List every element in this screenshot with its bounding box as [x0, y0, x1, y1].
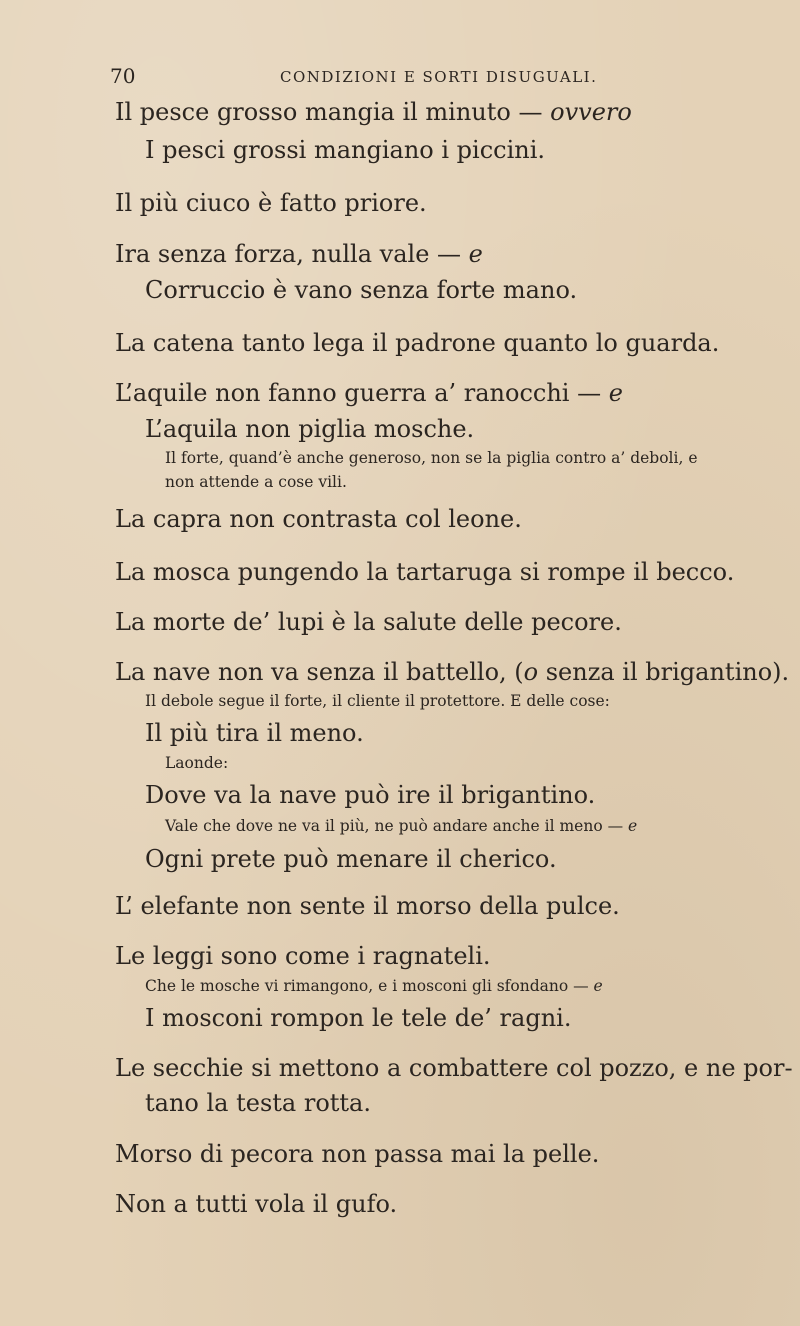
page-header: [110, 64, 710, 90]
proverb-line: [115, 188, 427, 218]
proverb-line: [115, 657, 789, 687]
proverb-variant-line: [145, 844, 557, 874]
text-segment: Il più ciuco è fatto priore.: [115, 189, 427, 217]
proverb-line: [115, 1189, 397, 1219]
text-segment: non attende a cose vili.: [165, 473, 347, 491]
text-segment: Corruccio è vano senza forte mano.: [145, 276, 578, 304]
text-segment: Che le mosche vi rimangono, e i mosconi gli sfondano —: [145, 977, 594, 995]
italic-text: e: [628, 817, 638, 835]
proverb-line: [115, 239, 483, 269]
proverb-line: [115, 891, 620, 921]
proverb-line: [115, 97, 632, 127]
text-segment: I mosconi rompon le tele de’ ragni.: [145, 1004, 572, 1032]
text-segment: L’aquile non fanno guerra a’ ranocchi —: [115, 379, 609, 407]
proverb-line: [115, 1053, 793, 1083]
text-segment: La morte de’ lupi è la salute delle pecore.: [115, 608, 622, 636]
text-segment: I pesci grossi mangiano i piccini.: [145, 136, 546, 164]
text-segment: Ogni prete può menare il cherico.: [145, 845, 557, 873]
text-segment: Vale che dove ne va il più, ne può andare anche il meno —: [165, 817, 629, 835]
proverb-variant-line: [145, 780, 595, 810]
proverb-variant-line: [145, 1003, 571, 1033]
text-segment: senza il brigantino).: [538, 658, 790, 686]
text-segment: La nave non va senza il battello, (: [115, 658, 524, 686]
text-segment: Le secchie si mettono a combattere col pozzo, e ne por-: [115, 1054, 793, 1082]
text-segment: La capra non contrasta col leone.: [115, 505, 522, 533]
text-segment: La catena tanto lega il padrone quanto lo guarda.: [115, 329, 720, 357]
text-segment: La mosca pungendo la tartaruga si rompe il becco.: [115, 558, 735, 586]
italic-text: e: [593, 977, 603, 995]
proverb-line: [115, 328, 719, 358]
commentary-line: [145, 975, 603, 997]
text-segment: Il debole segue il forte, il cliente il protettore. E delle cose:: [145, 692, 610, 710]
proverb-variant-line: [145, 414, 474, 444]
text-segment: Dove va la nave può ire il brigantino.: [145, 781, 596, 809]
text-segment: L’aquila non piglia mosche.: [145, 415, 475, 443]
text-segment: Laonde:: [165, 754, 229, 772]
commentary-line: [165, 471, 347, 493]
proverb-line: [115, 941, 491, 971]
page-number: 70: [110, 64, 136, 88]
proverb-variant-line: [145, 718, 364, 748]
proverb-line: [115, 378, 623, 408]
proverb-line: [115, 1139, 599, 1169]
italic-text: o: [523, 658, 539, 686]
text-segment: Le leggi sono come i ragnateli.: [115, 942, 491, 970]
proverb-line: [115, 607, 622, 637]
proverb-variant-line: [145, 135, 545, 165]
text-segment: tano la testa rotta.: [145, 1089, 371, 1117]
proverb-variant-line: [145, 275, 577, 305]
commentary-line: [145, 690, 610, 712]
italic-text: e: [468, 240, 483, 268]
commentary-line: [165, 752, 228, 774]
proverb-line: [115, 504, 522, 534]
commentary-line: [165, 815, 637, 837]
text-segment: Il più tira il meno.: [145, 719, 364, 747]
commentary-line: [165, 447, 698, 469]
running-title: CONDIZIONI E SORTI DISUGUALI.: [280, 68, 598, 86]
italic-text: e: [608, 379, 623, 407]
italic-text: ovvero: [550, 98, 632, 126]
text-segment: L’ elefante non sente il morso della pulce.: [115, 892, 620, 920]
proverb-continuation-line: [145, 1088, 371, 1118]
text-segment: Ira senza forza, nulla vale —: [115, 240, 469, 268]
text-segment: Non a tutti vola il gufo.: [115, 1190, 398, 1218]
text-segment: Morso di pecora non passa mai la pelle.: [115, 1140, 600, 1168]
proverb-line: [115, 557, 734, 587]
text-segment: Il pesce grosso mangia il minuto —: [115, 98, 551, 126]
text-segment: Il forte, quand’è anche generoso, non se la piglia contro a’ deboli, e: [165, 449, 698, 467]
